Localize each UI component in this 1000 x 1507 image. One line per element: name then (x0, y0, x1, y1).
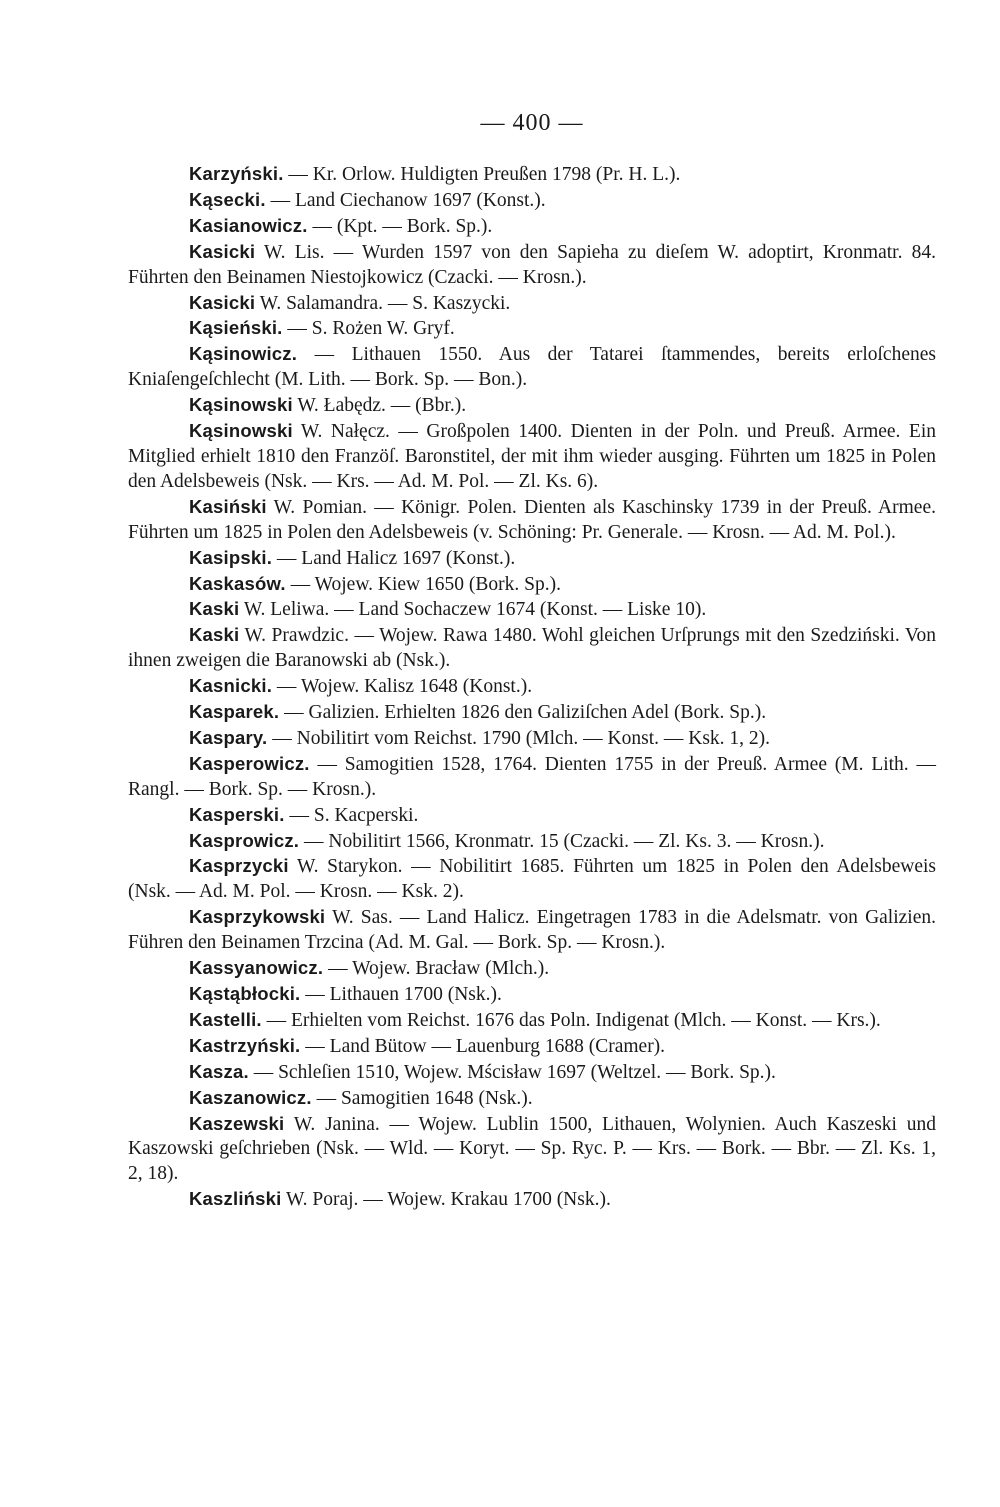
entry-name: Kasicki (189, 291, 256, 313)
entry-text: W. Prawdzic. — Wojew. Rawa 1480. Wohl gleichen Urſprungs mit den Szedziński. Von ihnen zweigen die Baranowski ab (Nsk.). (128, 625, 936, 672)
entry (128, 291, 936, 317)
entry-text: — Samogitien 1648 (Nsk.). (311, 1087, 533, 1109)
entry-text: W. Poraj. — Wojew. Krakau 1700 (Nsk.). (281, 1189, 611, 1211)
entry-text: — Wojew. Bracław (Mlch.). (323, 958, 550, 980)
page-number: — 400 — (480, 110, 584, 136)
entry-text: — Nobilitirt 1566, Kronmatr. 15 (Czacki. — Zl. Ks. 3. — Krosn.). (299, 830, 825, 852)
entry-name: Kasicki (189, 240, 256, 262)
entry (128, 623, 936, 674)
entry-name: Kasperowicz. (189, 752, 310, 774)
entry-name: Kastrzyński. (189, 1034, 301, 1056)
entry-name: Kassyanowicz. (189, 957, 324, 979)
entry-name: Kąsinowski (189, 394, 293, 416)
entry (128, 956, 936, 982)
entry (128, 1008, 936, 1034)
entry-name: Karzyński. (189, 163, 284, 184)
entry-text: — (Kpt. — Bork. Sp.). (307, 215, 493, 237)
entry-text: — Galizien. Erhielten 1826 den Galiziſchen Adel (Bork. Sp.). (279, 702, 767, 724)
entry-text: W. Pomian. — Königr. Polen. Dienten als Kaschinsky 1739 in der Preuß. Armee. Führten um 1825 in Polen den Adelsbeweis (v. Schöning: Pr. Generale. — Krosn. — Ad. M. Pol.). (128, 496, 936, 543)
entry-name: Kasprowicz. (189, 829, 300, 851)
entry-text: — Lithauen 1700 (Nsk.). (300, 984, 502, 1005)
entry (128, 1112, 936, 1188)
entry-text: — S. Kacperski. (284, 804, 419, 826)
entry-text: — Land Ciechanow 1697 (Konst.). (265, 189, 546, 211)
entry-name: Kasperski. (189, 803, 285, 825)
entry-text: — Wojew. Kiew 1650 (Bork. Sp.). (285, 573, 561, 595)
entry (128, 393, 936, 419)
entry (128, 1060, 936, 1086)
entry-name: Kąstąbłocki. (189, 983, 301, 1004)
entry-name: Kasipski. (189, 546, 273, 568)
entry-text: — Samogitien 1528, 1764. Dienten 1755 in der Preuß. Armee (M. Lith. — Rangl. — Bork. Sp. — Krosn.). (128, 753, 936, 800)
entry-name: Kasprzycki (189, 855, 289, 877)
entry (128, 214, 936, 240)
entry (128, 803, 936, 829)
entry-name: Kaspary. (189, 726, 268, 748)
entry-text: — S. Rożen W. Gryf. (282, 318, 455, 340)
entry-name: Kasnicki. (189, 675, 273, 697)
entry (128, 419, 936, 495)
entry (128, 188, 936, 214)
entry-text: — Land Halicz 1697 (Konst.). (272, 547, 516, 569)
entry (128, 982, 936, 1008)
entry-name: Kaszewski (189, 1112, 285, 1134)
entry-text: — Kr. Orlow. Huldigten Preußen 1798 (Pr. H. L.). (283, 164, 681, 185)
entry-text: W. Leliwa. — Land Sochaczew 1674 (Konst. — Liske 10). (239, 599, 707, 621)
entry (128, 905, 936, 956)
entry-text: W. Janina. — Wojew. Lublin 1500, Lithauen, Wolynien. Auch Kaszeski und Kaszowski geſchrieben (Nsk. — Wld. — Koryt. — Sp. Ryc. P. — Krs. — Bork. — Bbr. — Zl. Ks. 1, 2, 18). (128, 1113, 936, 1185)
entry (128, 829, 936, 855)
entry-name: Kasza. (189, 1060, 249, 1082)
entry (128, 752, 936, 803)
document-page (128, 108, 936, 1213)
entry (128, 597, 936, 623)
entry (128, 854, 936, 905)
entry-name: Kasprzykowski (189, 906, 326, 928)
entry-text: W. Starykon. — Nobilitirt 1685. Führten um 1825 in Polen den Adelsbeweis (Nsk. — Ad. M. Pol. — Krosn. — Ksk. 2). (128, 856, 936, 903)
entry-text: W. Łabędz. — (Bbr.). (292, 395, 467, 417)
entry-name: Kąsinowski (189, 420, 293, 442)
entry-name: Kasiński (189, 495, 267, 517)
entry (128, 1086, 936, 1112)
entry-name: Kąsieński. (189, 317, 283, 339)
entry-text: W. Nałęcz. — Großpolen 1400. Dienten in der Poln. und Preuß. Armee. Ein Mitglied erhielt 1810 den Franzöſ. Baronstitel, der mit ihm wieder ausging. Führten um 1825 in Polen den Adelsbeweis (Nsk. — Krs. — Ad. M. Pol. — Zl. Ks. 6). (128, 421, 936, 492)
entry-name: Kaski (189, 624, 240, 646)
entry-name: Kaszanowicz. (189, 1086, 312, 1108)
entry-text: — Nobilitirt vom Reichst. 1790 (Mlch. — Konst. — Ksk. 1, 2). (267, 727, 771, 749)
entry-text: W. Sas. — Land Halicz. Eingetragen 1783 in die Adelsmatr. von Galizien. Führen den Beinamen Trzcina (Ad. M. Gal. — Bork. Sp. — Krosn.). (128, 907, 936, 954)
entry (128, 674, 936, 700)
entry (128, 240, 936, 291)
entry (128, 1034, 936, 1060)
entry-text: — Lithauen 1550. Aus der Tatarei ſtammendes, bereits erloſchenes Kniaſengeſchlecht (M. Lith. — Bork. Sp. — Bon.). (128, 344, 936, 391)
entry-text: — Erhielten vom Reichst. 1676 das Poln. Indigenat (Mlch. — Konst. — Krs.). (261, 1009, 881, 1031)
entry-name: Kastelli. (189, 1008, 262, 1030)
entry (128, 316, 936, 342)
entry-name: Kąsinowicz. (189, 343, 298, 365)
entry-text: W. Salamandra. — S. Kaszycki. (255, 292, 511, 314)
entry (128, 700, 936, 726)
entry-name: Kasparek. (189, 701, 280, 723)
entry-text: — Land Bütow — Lauenburg 1688 (Cramer). (300, 1035, 666, 1057)
entry (128, 495, 936, 546)
entry (128, 1187, 936, 1213)
entry-name: Kaskasów. (189, 572, 286, 594)
entry-text: W. Lis. — Wurden 1597 von den Sapieha zu dieſem W. adoptirt, Kronmatr. 84. Führten den Beinamen Niestojkowicz (Czacki. — Krosn.). (128, 241, 936, 288)
entry-name: Kasianowicz. (189, 214, 308, 236)
entry (128, 572, 936, 598)
entry-text: — Wojew. Kalisz 1648 (Konst.). (272, 676, 533, 698)
entry-list (128, 162, 936, 1213)
entry-name: Kaski (189, 598, 240, 620)
entry (128, 342, 936, 393)
entry (128, 546, 936, 572)
entry-name: Kąsecki. (189, 188, 266, 210)
entry (128, 726, 936, 752)
entry-name: Kaszliński (189, 1188, 282, 1210)
entry (128, 162, 936, 188)
entry-text: — Schleſien 1510, Wojew. Mścisław 1697 (Weltzel. — Bork. Sp.). (248, 1061, 776, 1083)
